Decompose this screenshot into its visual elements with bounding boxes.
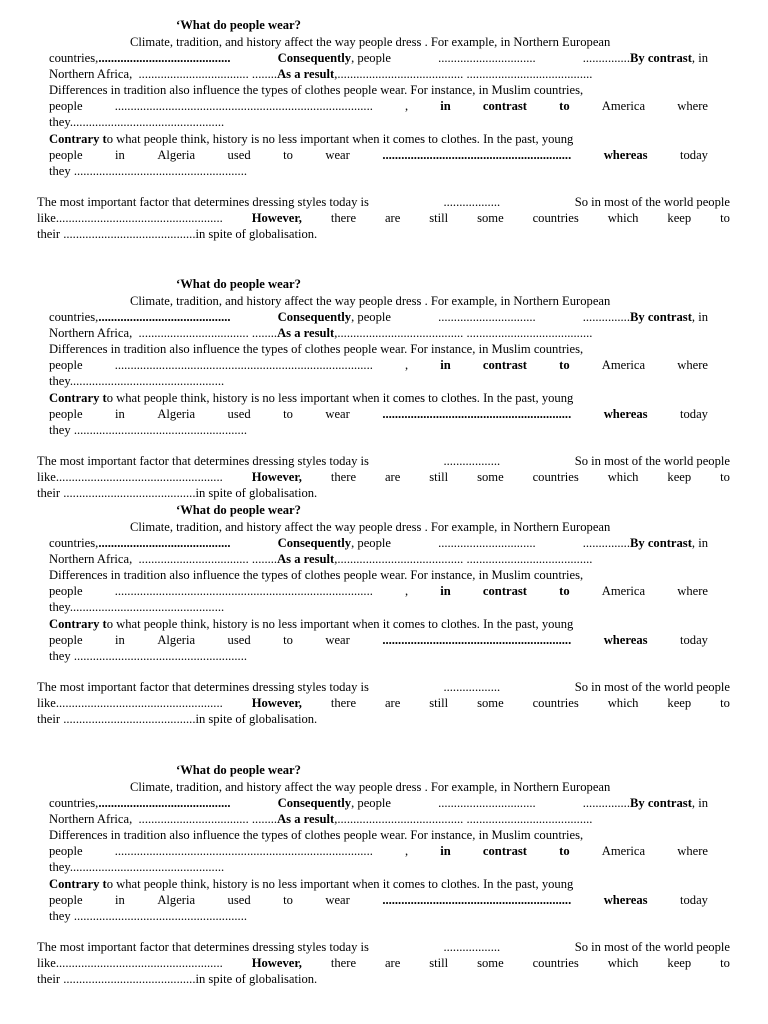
- text-line: Contrary t o what people think, history is no less important when it comes to clothes. In the past, young: [49, 877, 574, 891]
- exercise-title: ‘What do people wear?: [176, 18, 301, 32]
- text-line: they.................................................: [49, 860, 225, 874]
- text-line: their ..........................................in spite of globalisation.: [37, 972, 318, 986]
- text-line: countries,.......................................... Consequently, people ............................... ...............By contrast, in: [49, 536, 708, 550]
- text-line: they .......................................................: [49, 909, 247, 923]
- text-line: Climate, tradition, and history affect the way people dress . For example, in Northern European: [130, 294, 611, 308]
- text-line: they.................................................: [49, 115, 225, 129]
- text-line: Contrary t o what people think, history is no less important when it comes to clothes. In the past, young: [49, 132, 574, 146]
- text-line: they.................................................: [49, 374, 225, 388]
- text-line: they .......................................................: [49, 164, 247, 178]
- text-line: Northern Africa, ................................... ........ As a result ,........................................ ........................................: [49, 67, 593, 81]
- text-line: people .................................................................................. , in contrast to America where: [49, 584, 708, 598]
- text-line: The most important factor that determines dressing styles today is .................. So in most of the world people: [37, 940, 730, 954]
- text-line: people in Algeria used to wear ............................................................ whereas today: [49, 407, 708, 421]
- exercise-title: ‘What do people wear?: [176, 277, 301, 291]
- text-line: Contrary t o what people think, history is no less important when it comes to clothes. In the past, young: [49, 617, 574, 631]
- text-line: like..................................................... However, there are still some countries which keep to: [37, 696, 730, 710]
- text-line: people in Algeria used to wear ............................................................ whereas today: [49, 633, 708, 647]
- text-line: Contrary t o what people think, history is no less important when it comes to clothes. In the past, young: [49, 391, 574, 405]
- text-line: their ..........................................in spite of globalisation.: [37, 712, 318, 726]
- text-line: like..................................................... However, there are still some countries which keep to: [37, 470, 730, 484]
- text-line: countries,.......................................... Consequently, people ............................... ...............By contrast, in: [49, 310, 708, 324]
- text-line: Differences in tradition also influence the types of clothes people wear. For instance, in Muslim countries,: [49, 342, 584, 356]
- text-line: The most important factor that determines dressing styles today is .................. So in most of the world people: [37, 195, 730, 209]
- exercise-block-3: [0, 485, 768, 726]
- text-line: people .................................................................................. , in contrast to America where: [49, 844, 708, 858]
- text-line: The most important factor that determines dressing styles today is .................. So in most of the world people: [37, 454, 730, 468]
- text-line: Differences in tradition also influence the types of clothes people wear. For instance, in Muslim countries,: [49, 828, 584, 842]
- text-line: Climate, tradition, and history affect the way people dress . For example, in Northern European: [130, 780, 611, 794]
- text-line: Differences in tradition also influence the types of clothes people wear. For instance, in Muslim countries,: [49, 83, 584, 97]
- text-line: The most important factor that determines dressing styles today is .................. So in most of the world people: [37, 680, 730, 694]
- text-line: Northern Africa, ................................... ........ As a result ,........................................ ........................................: [49, 812, 593, 826]
- exercise-block-4: [0, 745, 768, 986]
- text-line: Northern Africa, ................................... ........ As a result ,........................................ ........................................: [49, 326, 593, 340]
- exercise-title: ‘What do people wear?: [176, 763, 301, 777]
- text-line: countries,.......................................... Consequently, people ............................... ...............By contrast, in: [49, 51, 708, 65]
- text-line: people in Algeria used to wear ............................................................ whereas today: [49, 893, 708, 907]
- text-line: their ..........................................in spite of globalisation.: [37, 227, 318, 241]
- text-line: people .................................................................................. , in contrast to America where: [49, 99, 708, 113]
- text-line: people in Algeria used to wear ............................................................ whereas today: [49, 148, 708, 162]
- text-line: Differences in tradition also influence the types of clothes people wear. For instance, in Muslim countries,: [49, 568, 584, 582]
- text-line: they.................................................: [49, 600, 225, 614]
- text-line: like..................................................... However, there are still some countries which keep to: [37, 211, 730, 225]
- text-line: their ..........................................in spite of globalisation.: [37, 486, 318, 500]
- exercise-block-2: [0, 259, 768, 500]
- text-line: they .......................................................: [49, 649, 247, 663]
- text-line: they .......................................................: [49, 423, 247, 437]
- text-line: Climate, tradition, and history affect the way people dress . For example, in Northern European: [130, 520, 611, 534]
- exercise-title: ‘What do people wear?: [176, 503, 301, 517]
- text-line: people .................................................................................. , in contrast to America where: [49, 358, 708, 372]
- text-line: Northern Africa, ................................... ........ As a result ,........................................ ........................................: [49, 552, 593, 566]
- text-line: like..................................................... However, there are still some countries which keep to: [37, 956, 730, 970]
- text-line: countries,.......................................... Consequently, people ............................... ...............By contrast, in: [49, 796, 708, 810]
- text-line: Climate, tradition, and history affect the way people dress . For example, in Northern European: [130, 35, 611, 49]
- exercise-block-1: [0, 0, 768, 241]
